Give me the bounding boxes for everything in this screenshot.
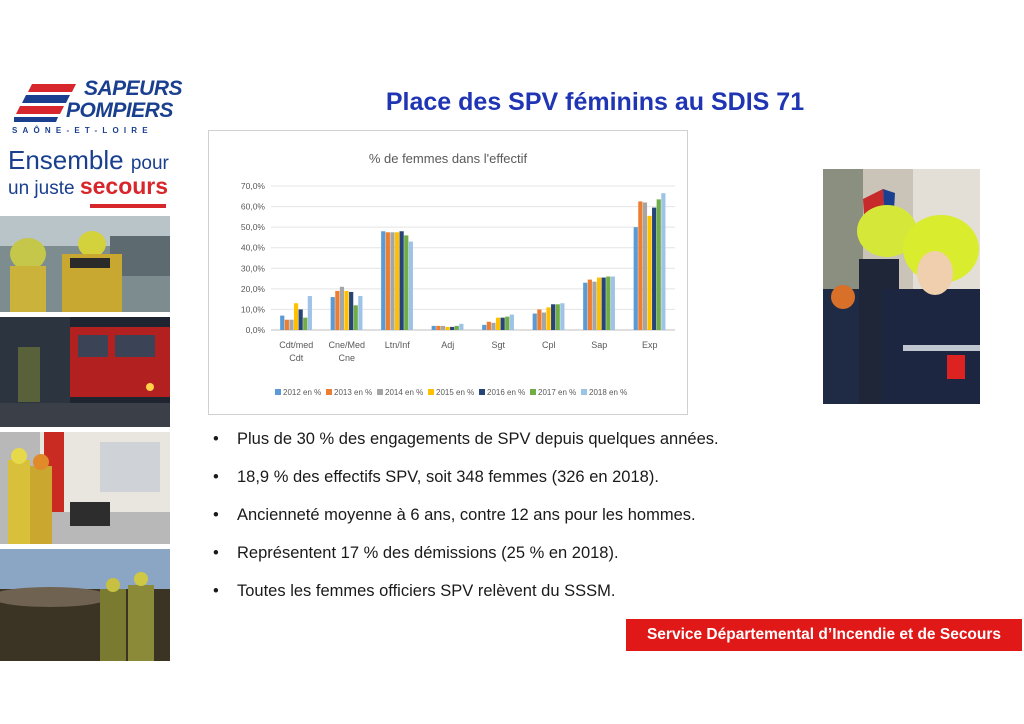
bar (390, 232, 394, 330)
bar (556, 304, 560, 330)
logo-slogan-word3: un juste (8, 178, 75, 199)
bullet-item (211, 580, 831, 618)
y-tick-label: 50,0% (240, 222, 265, 233)
bar (643, 202, 647, 330)
y-tick-label: 0,0% (245, 325, 265, 335)
bar (354, 305, 358, 330)
bar (395, 232, 399, 330)
x-tick-label: Sgt (491, 340, 506, 350)
bar (551, 304, 555, 330)
chart-container (208, 130, 688, 415)
page-title: Place des SPV féminins au SDIS 71 (385, 88, 805, 116)
firefighters-rescue-photo (0, 216, 170, 312)
bar (588, 280, 592, 330)
footer-banner: Service Départemental d’Incendie et de Secours (626, 619, 1022, 651)
legend-swatch (377, 389, 383, 395)
bar (441, 326, 445, 330)
bar (542, 313, 546, 330)
bar (583, 283, 587, 330)
bullet-item (211, 504, 831, 542)
x-tick-label: Sap (591, 340, 608, 350)
logo-region: SAÔNE-ET-LOIRE (12, 126, 153, 135)
y-tick-label: 70,0% (240, 181, 265, 191)
bar (661, 193, 665, 330)
legend-swatch (326, 389, 332, 395)
chart-x-axis (279, 340, 657, 363)
bar (560, 303, 564, 330)
bar (634, 227, 638, 330)
bar (510, 315, 514, 330)
y-tick-label: 20,0% (240, 283, 265, 294)
bar (592, 282, 596, 330)
bullet-text: Représentent 17 % des démissions (25 % en 2018). (237, 544, 619, 562)
bar (546, 307, 550, 330)
legend-label: 2012 en % (283, 388, 322, 397)
bar (280, 316, 284, 330)
bar (358, 296, 362, 330)
bar (537, 309, 541, 330)
legend-swatch (479, 389, 485, 395)
bar (340, 287, 344, 330)
bar (381, 231, 385, 330)
bar (303, 318, 307, 330)
logo-underline (90, 204, 166, 208)
legend-label: 2013 en % (334, 388, 373, 397)
bullet-icon: • (213, 468, 219, 486)
logo-brand-line1: SAPEURS (84, 77, 183, 100)
bar (501, 318, 505, 330)
x-tick-label: Cpl (541, 340, 556, 350)
bar (409, 242, 413, 330)
x-tick-label: Exp (641, 340, 658, 350)
sdis-logo (4, 76, 183, 214)
bullet-text: 18,9 % des effectifs SPV, soit 348 femmes (326 en 2018). (237, 468, 659, 486)
bar (491, 323, 495, 330)
bar (652, 208, 656, 330)
bar (308, 296, 312, 330)
bar (386, 232, 390, 330)
bar (285, 320, 289, 330)
bar (597, 278, 601, 330)
bar (496, 318, 500, 330)
legend-swatch (581, 389, 587, 395)
ambulance-team-photo (0, 432, 170, 544)
bar (400, 231, 404, 330)
bullet-list (211, 428, 831, 618)
fire-truck-night-photo (0, 317, 170, 427)
chart-title: % de femmes dans l'effectif (368, 151, 528, 166)
bar (657, 199, 661, 330)
legend-label: 2014 en % (385, 388, 424, 397)
bullet-text: Plus de 30 % des engagements de SPV depuis quelques années. (237, 430, 719, 448)
bar (606, 277, 610, 330)
bullet-icon: • (213, 544, 219, 562)
logo-slogan-word1: Ensemble (8, 145, 124, 175)
bar (533, 314, 537, 330)
y-tick-label: 30,0% (240, 263, 265, 274)
legend-label: 2016 en % (487, 388, 526, 397)
bar (436, 326, 440, 330)
legend-label: 2017 en % (538, 388, 577, 397)
bar (505, 317, 509, 330)
bar (455, 326, 459, 330)
x-tick-label: Cdt (289, 353, 304, 363)
bar (487, 322, 491, 330)
bullet-item (211, 542, 831, 580)
bullet-icon: • (213, 430, 219, 448)
bar (331, 297, 335, 330)
x-tick-label: Adj (441, 340, 455, 350)
logo-brand-line2: POMPIERS (66, 99, 173, 122)
bullet-icon: • (213, 506, 219, 524)
bar (611, 277, 615, 330)
chart-legend (275, 388, 627, 397)
bar (445, 327, 449, 330)
bar (450, 327, 454, 330)
x-tick-label: Cne/Med (328, 340, 366, 350)
y-tick-label: 10,0% (240, 304, 265, 315)
y-tick-label: 60,0% (240, 201, 265, 212)
x-tick-label: Ltn/Inf (384, 340, 410, 350)
female-firefighter-photo (823, 169, 980, 404)
legend-label: 2018 en % (589, 388, 628, 397)
x-tick-label: Cdt/med (279, 340, 314, 350)
bullet-text: Toutes les femmes officiers SPV relèvent du SSSM. (237, 582, 616, 600)
photo-column (0, 216, 170, 666)
bar-chart (209, 131, 687, 414)
bullet-text: Ancienneté moyenne à 6 ans, contre 12 ans pour les hommes. (237, 506, 696, 524)
logo-slogan-line2 (8, 174, 168, 201)
logo-slogan-word4: secours (79, 173, 169, 199)
bar (344, 291, 348, 330)
logo-slogan-word2: pour (130, 153, 169, 174)
wildfire-firefighters-photo (0, 549, 170, 661)
bar (602, 278, 606, 330)
bar (294, 303, 298, 330)
bar (647, 216, 651, 330)
bullet-icon: • (213, 582, 219, 600)
bullet-item (211, 466, 831, 504)
bar (404, 235, 408, 330)
bullet-item (211, 428, 831, 466)
bar (335, 291, 339, 330)
bar (289, 320, 293, 330)
bar (349, 292, 353, 330)
bar (299, 309, 303, 330)
x-tick-label: Cne (338, 353, 356, 363)
legend-swatch (428, 389, 434, 395)
bar (638, 201, 642, 330)
y-tick-label: 40,0% (240, 242, 265, 253)
chart-y-axis (241, 181, 266, 335)
legend-swatch (275, 389, 281, 395)
bar (432, 326, 436, 330)
legend-swatch (530, 389, 536, 395)
legend-label: 2015 en % (436, 388, 475, 397)
bar (459, 324, 463, 330)
bar (482, 325, 486, 330)
